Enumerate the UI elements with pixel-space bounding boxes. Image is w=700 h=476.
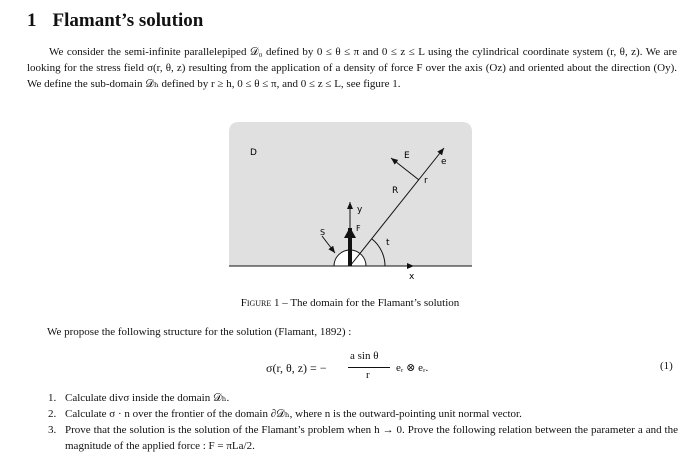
item-number: 2.	[48, 408, 57, 420]
label-r: r	[424, 176, 428, 186]
item-text: Calculate divσ inside the domain 𝒟ₕ.	[65, 392, 230, 404]
list-item	[48, 422, 678, 454]
label-R: R	[392, 186, 399, 196]
flamant-figure	[0, 118, 700, 286]
item-number: 3.	[48, 424, 57, 436]
label-E: E	[404, 151, 410, 161]
caption-prefix: Figure 1	[240, 297, 280, 309]
question-list	[48, 390, 678, 454]
equation-numerator: a sin θ	[350, 350, 379, 362]
label-y: y	[357, 205, 363, 215]
label-t: t	[386, 238, 390, 248]
equation-rhs: eᵣ ⊗ eᵣ.	[396, 362, 429, 374]
caption-text: The domain for the Flamant’s solution	[290, 297, 460, 309]
label-D: D	[250, 148, 257, 158]
intro-paragraph: We consider the semi-infinite parallelepiped 𝒟₀ defined by 0 ≤ θ ≤ π and 0 ≤ z ≤ L using the cylindrical coordinate system (r, θ, z). We are looking for the stress field σ(r, θ, z) resulting from the application of a density of force F over the axis (Oz) and oriented about the direction (Oy). We define the sub-domain 𝒟ₕ defined by r ≥ h, 0 ≤ θ ≤ π, and 0 ≤ z ≤ L, see figure 1.	[27, 46, 677, 90]
label-F: F	[356, 224, 361, 233]
label-S: S	[320, 228, 326, 237]
equation-number: (1)	[660, 360, 673, 372]
proposal-paragraph: We propose the following structure for the solution (Flamant, 1892) :	[47, 326, 352, 338]
item-text: Calculate σ · n over the frontier of the domain ∂𝒟ₕ, where n is the outward-pointing unit normal vector.	[65, 408, 522, 420]
section-heading	[27, 10, 203, 32]
list-item	[48, 406, 678, 422]
label-e: e	[441, 157, 447, 167]
section-number: 1	[27, 10, 37, 31]
equation-denominator: r	[366, 369, 370, 381]
fraction-bar	[348, 367, 390, 368]
equation-lhs: σ(r, θ, z) = −	[266, 361, 327, 375]
item-number: 1.	[48, 392, 57, 404]
section-title: Flamant’s solution	[52, 10, 204, 31]
equation	[250, 350, 470, 386]
list-item	[48, 390, 678, 406]
caption-dash: –	[279, 297, 291, 309]
figure-caption	[0, 297, 700, 309]
label-x: x	[409, 272, 415, 282]
item-text: Prove that the solution is the solution of the Flamant’s problem when h → 0. Prove the following relation between the parameter a and the magnitude of the applied force : F = πLa/2.	[65, 424, 678, 452]
